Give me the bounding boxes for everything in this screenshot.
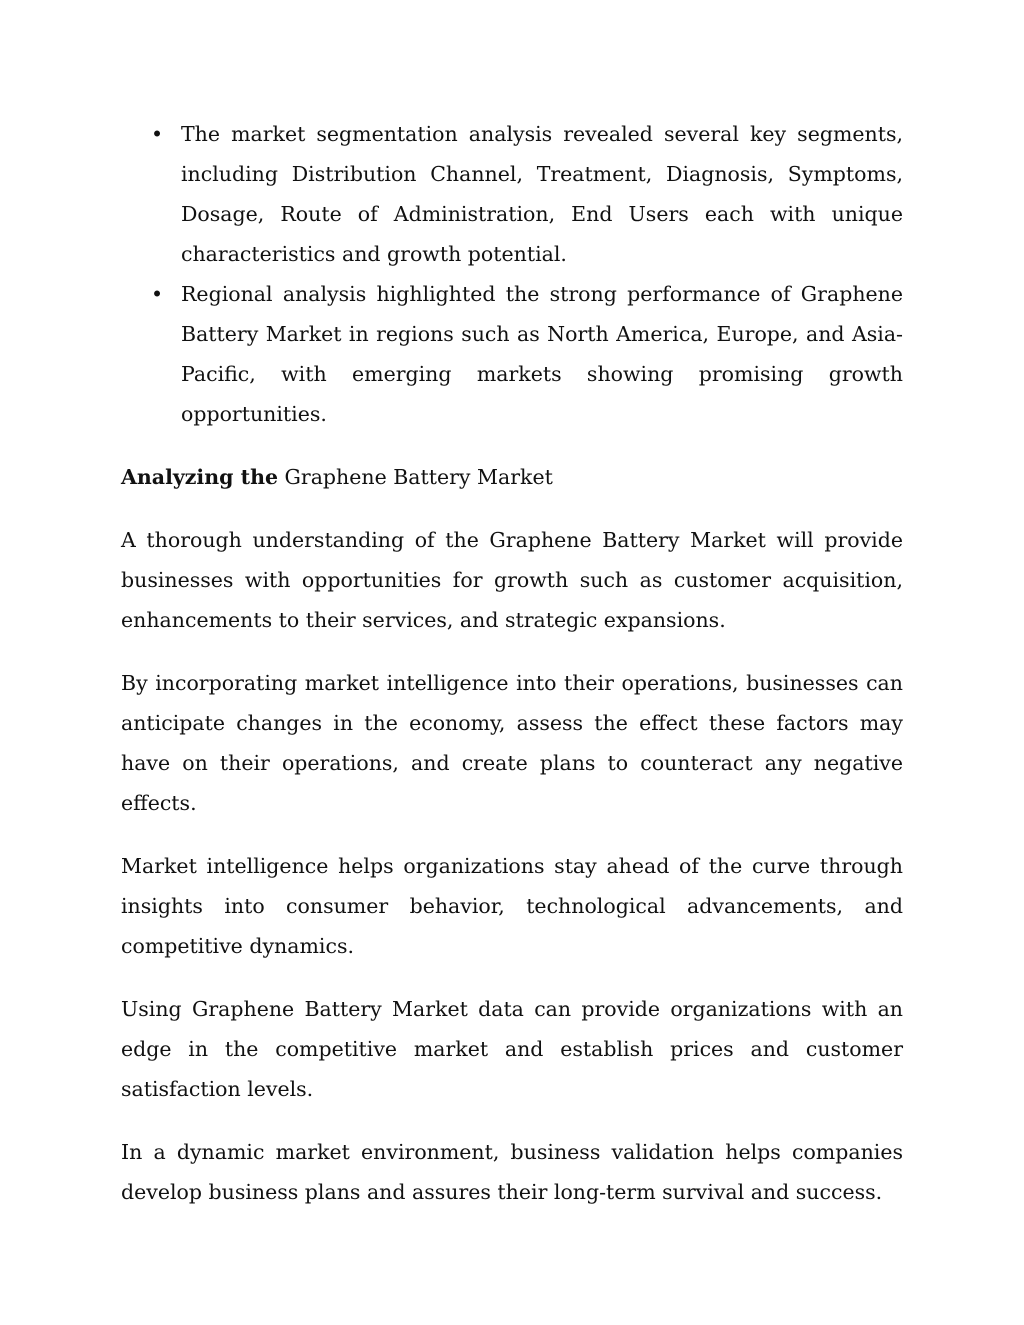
paragraph: By incorporating market intelligence into their operations, businesses can anticipate changes in the economy, assess the effect these factors may have on their operations, and create plans to counteract any negative effects.: [121, 671, 903, 815]
list-item: [151, 114, 903, 274]
list-item-text: The market segmentation analysis revealed several key segments, including Distribution Channel, Treatment, Diagnosis, Symptoms, Dosage, Route of Administration, End Users each with unique characteristics and growth potential.: [181, 122, 903, 266]
section-heading: [121, 457, 903, 497]
list-item: [151, 274, 903, 434]
bullet-list: [121, 114, 903, 434]
bullet-marker: •: [151, 122, 164, 146]
list-item-text: Regional analysis highlighted the strong performance of Graphene Battery Market in regions such as North America, Europe, and Asia-Pacific, with emerging markets showing promising growth opportunities.: [181, 282, 903, 426]
section-heading-bold: Analyzing the: [121, 465, 279, 489]
paragraph: Market intelligence helps organizations stay ahead of the curve through insights into consumer behavior, technological advancements, and competitive dynamics.: [121, 854, 903, 958]
paragraph: Using Graphene Battery Market data can provide organizations with an edge in the competitive market and establish prices and customer satisfaction levels.: [121, 997, 903, 1101]
paragraph: In a dynamic market environment, business validation helps companies develop business plans and assures their long-term survival and success.: [121, 1140, 903, 1204]
paragraph: A thorough understanding of the Graphene Battery Market will provide businesses with opportunities for growth such as customer acquisition, enhancements to their services, and strategic expansions.: [121, 528, 903, 632]
bullet-marker: •: [151, 282, 164, 306]
document-page: [121, 114, 903, 1212]
section-heading-regular: Graphene Battery Market: [278, 465, 553, 489]
